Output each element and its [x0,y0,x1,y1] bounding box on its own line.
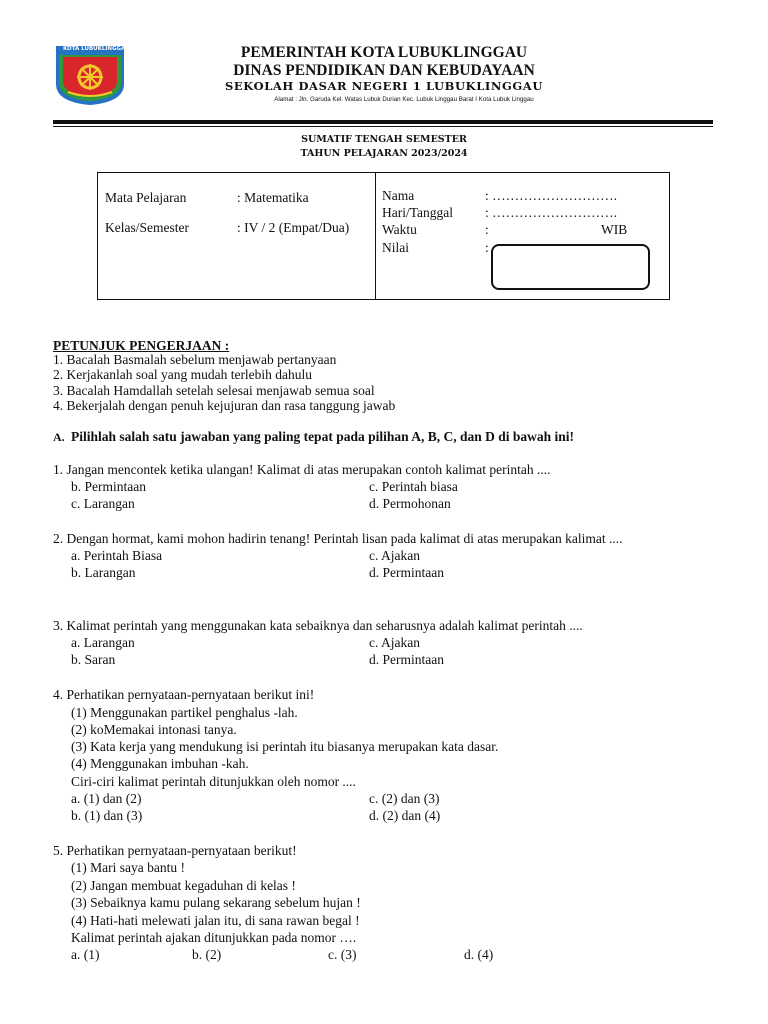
q1-option-d[interactable]: d. Permohonan [369,496,451,511]
class-value: : IV / 2 (Empat/Dua) [237,220,350,235]
instruction-item-3: 3. Bacalah Hamdallah setelah selesai menjawab semua soal [53,383,375,398]
score-label: Nilai [382,240,409,255]
logo-text: KOTA LUBUKLINGGAU [63,46,130,52]
q4-statement-3: (3) Kata kerja yang mendukung isi perintah itu biasanya merupakan kata dasar. [71,739,499,754]
class-label: Kelas/Semester [105,220,189,235]
section-a-instruction: Pilihlah salah satu jawaban yang paling tepat pada pilihan A, B, C, dan D di bawah ini! [71,429,575,444]
header-line-1: PEMERINTAH KOTA LUBUKLINGGAU [240,44,528,61]
q3-option-d[interactable]: d. Permintaan [369,652,444,667]
subject-label: Mata Pelajaran [105,190,187,205]
instruction-item-2: 2. Kerjakanlah soal yang mudah terlebih dahulu [53,367,313,382]
q5-option-b[interactable]: b. (2) [192,947,222,962]
q4-option-b[interactable]: b. (1) dan (3) [71,808,143,823]
instructions-title: PETUNJUK PENGERJAAN : [53,338,230,353]
exam-year: TAHUN PELAJARAN 2023/2024 [300,148,468,159]
time-label: Waktu [382,222,417,237]
name-field[interactable]: : ………………………. [485,188,618,203]
q4-statement-1: (1) Menggunakan partikel penghalus -lah. [71,705,298,720]
q4-option-c[interactable]: c. (2) dan (3) [369,791,440,806]
q2-option-c[interactable]: c. Ajakan [369,548,420,563]
time-unit: WIB [601,222,628,237]
question-3: 3. Kalimat perintah yang menggunakan kata sebaiknya dan seharusnya adalah kalimat perintah .... [53,618,583,633]
q5-option-a[interactable]: a. (1) [71,947,100,962]
q4-statement-2: (2) koMemakai intonasi tanya. [71,722,237,737]
q1-option-b[interactable]: b. Permintaan [71,479,146,494]
q4-option-d[interactable]: d. (2) dan (4) [369,808,441,823]
instruction-item-4: 4. Bekerjalah dengan penuh kejujuran dan rasa tanggung jawab [53,398,396,413]
day-date-label: Hari/Tanggal [382,205,454,220]
q2-option-d[interactable]: d. Permintaan [369,565,444,580]
q3-option-a[interactable]: a. Larangan [71,635,135,650]
q2-option-b[interactable]: b. Larangan [71,565,136,580]
subject-value: : Matematika [237,190,309,205]
time-colon: : [485,222,489,237]
header-line-2: DINAS PENDIDIKAN DAN KEBUDAYAAN [233,62,535,79]
q2-option-a[interactable]: a. Perintah Biasa [71,548,163,563]
day-date-field[interactable]: : ………………………. [485,205,618,220]
question-1: 1. Jangan mencontek ketika ulangan! Kalimat di atas merupakan contoh kalimat perintah .... [53,462,551,477]
q5-prompt: Kalimat perintah ajakan ditunjukkan pada nomor …. [71,930,357,945]
header-divider-thick [53,120,713,124]
name-label: Nama [382,188,415,203]
score-box[interactable] [491,244,650,290]
q5-statement-1: (1) Mari saya bantu ! [71,860,185,875]
q5-statement-4: (4) Hati-hati melewati jalan itu, di sana rawan begal ! [71,913,360,928]
q1-option-c[interactable]: c. Perintah biasa [369,479,458,494]
header-address: Alamat : Jln. Garuda Kel. Watas Lubuk Durian Kec. Lubuk Linggau Barat I Kota Lubuk Linggau [274,96,534,103]
instruction-item-1: 1. Bacalah Basmalah sebelum menjawab pertanyaan [53,352,337,367]
header-line-3: SEKOLAH DASAR NEGERI 1 LUBUKLINGGAU [225,79,543,93]
q5-option-c[interactable]: c. (3) [328,947,357,962]
q5-option-d[interactable]: d. (4) [464,947,494,962]
question-5: 5. Perhatikan pernyataan-pernyataan berikut! [53,843,297,858]
q3-option-c[interactable]: c. Ajakan [369,635,420,650]
q1-option-c-larangan[interactable]: c. Larangan [71,496,135,511]
header-divider-thin [53,126,713,127]
q5-statement-3: (3) Sebaiknya kamu pulang sekarang sebelum hujan ! [71,895,361,910]
q5-statement-2: (2) Jangan membuat kegaduhan di kelas ! [71,878,296,893]
info-box-divider [375,172,376,300]
q4-statement-4: (4) Menggunakan imbuhan -kah. [71,756,249,771]
q4-option-a[interactable]: a. (1) dan (2) [71,791,142,806]
question-4: 4. Perhatikan pernyataan-pernyataan berikut ini! [53,687,315,702]
question-2: 2. Dengan hormat, kami mohon hadirin tenang! Perintah lisan pada kalimat di atas merupakan kalimat .... [53,531,623,546]
section-a-marker: A. [53,430,65,444]
exam-title: SUMATIF TENGAH SEMESTER [301,134,467,145]
q3-option-b[interactable]: b. Saran [71,652,116,667]
q4-prompt: Ciri-ciri kalimat perintah ditunjukkan oleh nomor .... [71,774,356,789]
score-colon: : [485,240,489,255]
